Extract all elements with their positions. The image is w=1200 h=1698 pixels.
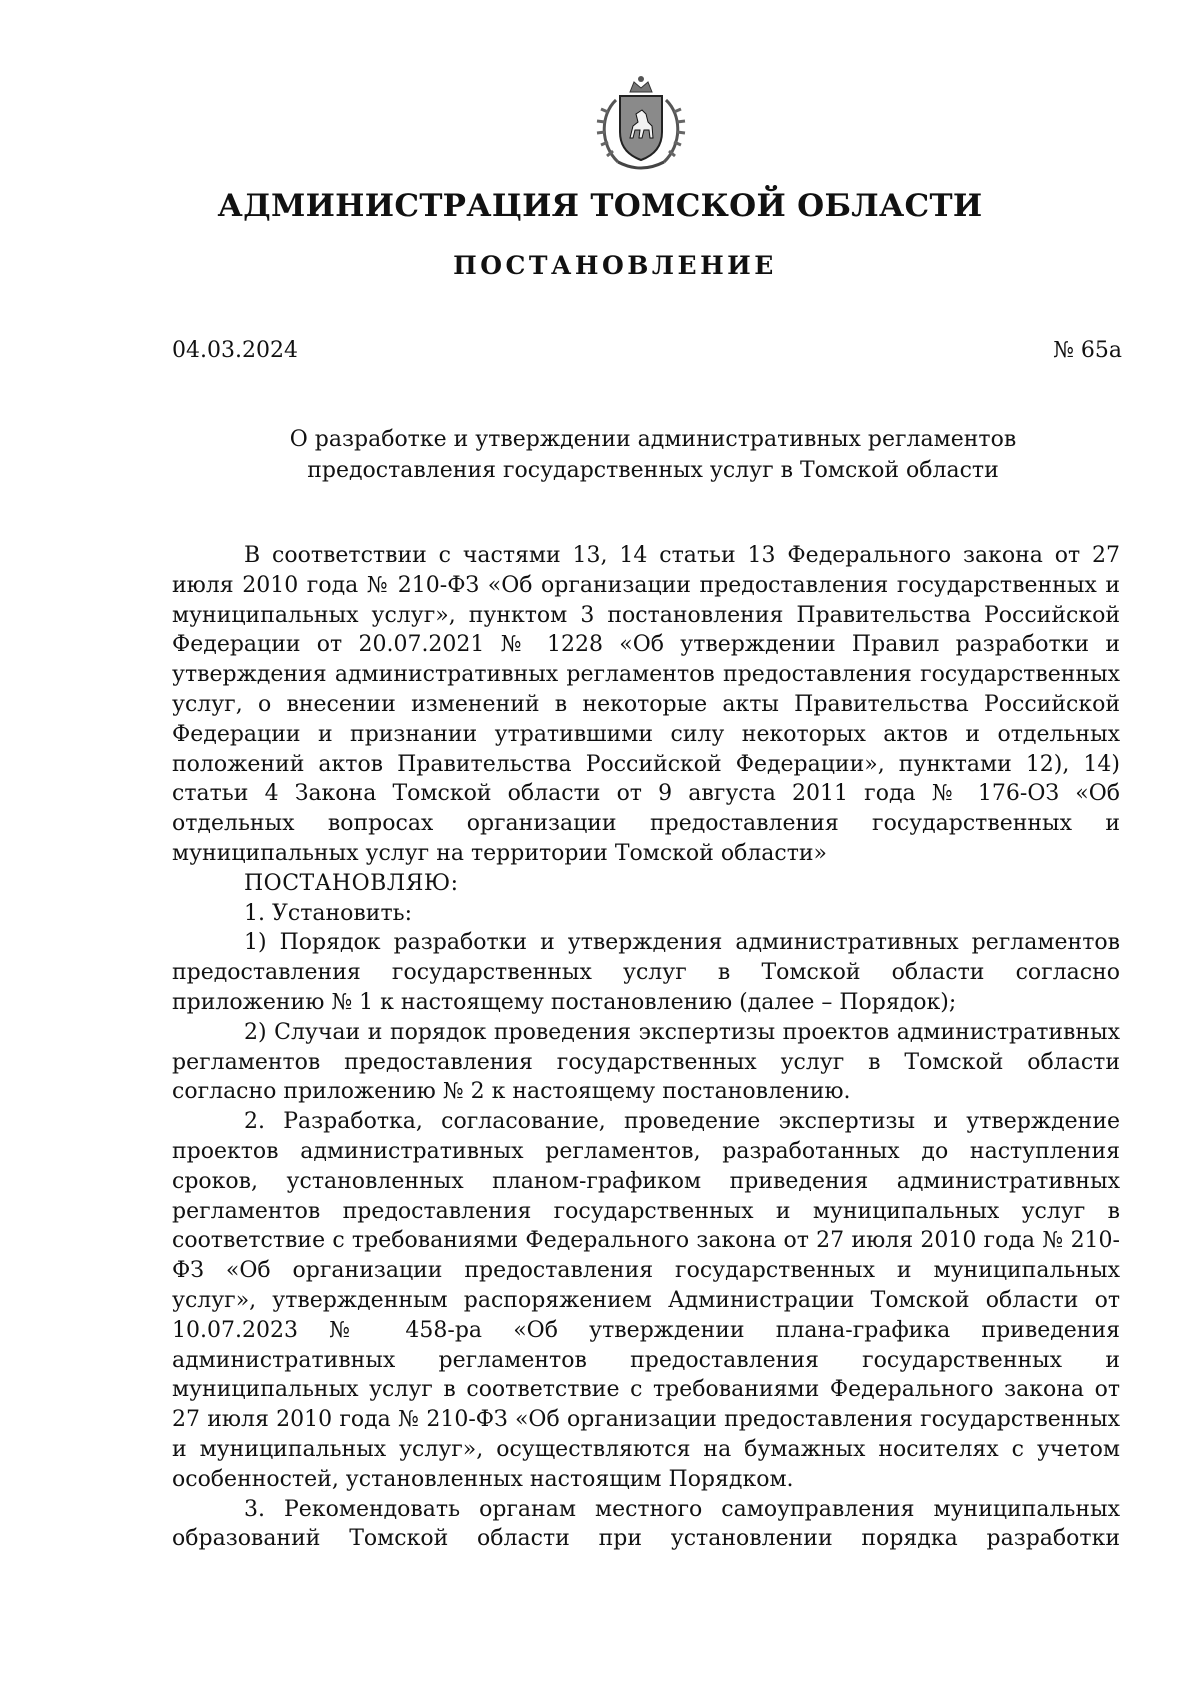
document-date: 04.03.2024 [172, 338, 298, 363]
preamble-paragraph: В соответствии с частями 13, 14 статьи 13 Федерального закона от 27 июля 2010 года № 210-ФЗ «Об организации предоставления государственных и муниципальных услуг», пунктом 3 постановления Правительства Российской Федерации от 20.07.2021 № 1228 «Об утверждении Правил разработки и утверждения административных регламентов предоставления государственных услуг, о внесении изменений в некоторые акты Правительства Российской Федерации и признании утратившими силу некоторых актов и отдельных положений актов Правительства Российской Федерации», пунктами 12), 14) статьи 4 Закона Томской области от 9 августа 2011 года № 176-ОЗ «Об отдельных вопросах организации предоставления государственных и муниципальных услуг на территории Томской области» [172, 543, 1120, 866]
subject-line-2: предоставления государственных услуг в Томской области [307, 458, 999, 483]
item-1-2: 2) Случаи и порядок проведения экспертизы проектов административных регламентов предоставления государственных услуг в Томской области согласно приложению № 2 к настоящему постановлению. [172, 1019, 1120, 1105]
document-number: № 65а [1053, 338, 1122, 363]
subject-line-1: О разработке и утверждении административных регламентов [289, 427, 1017, 452]
decree-word: ПОСТАНОВЛЯЮ: [244, 870, 459, 896]
organization-title: АДМИНИСТРАЦИЯ ТОМСКОЙ ОБЛАСТИ [217, 188, 983, 224]
document-subject [172, 424, 1122, 486]
document-type: ПОСТАНОВЛЕНИЕ [453, 251, 777, 280]
item-3: 3. Рекомендовать органам местного самоуправления муниципальных образований Томской области при установлении порядка разработки [172, 1496, 1120, 1552]
item-1: 1. Установить: [244, 900, 413, 926]
coat-of-arms-icon [586, 70, 696, 180]
document-body [172, 541, 1120, 1554]
item-2: 2. Разработка, согласование, проведение экспертизы и утверждение проектов административных регламентов, разработанных до наступления сроков, установленных планом-графиком приведения административных регламентов предоставления государственных и муниципальных услуг в соответствие с требованиями Федерального закона от 27 июля 2010 года № 210-ФЗ «Об организации предоставления государственных и муниципальных услуг», утвержденным распоряжением Администрации Томской области от 10.07.2023 № 458-ра «Об утверждении плана-графика приведения административных регламентов предоставления государственных и муниципальных услуг в соответствие с требованиями Федерального закона от 27 июля 2010 года № 210-ФЗ «Об организации предоставления государственных и муниципальных услуг», осуществляются на бумажных носителях с учетом особенностей, установленных настоящим Порядком. [172, 1109, 1120, 1492]
item-1-1: 1) Порядок разработки и утверждения административных регламентов предоставления государственных услуг в Томской области согласно приложению № 1 к настоящему постановлению (далее – Порядок); [172, 930, 1120, 1015]
